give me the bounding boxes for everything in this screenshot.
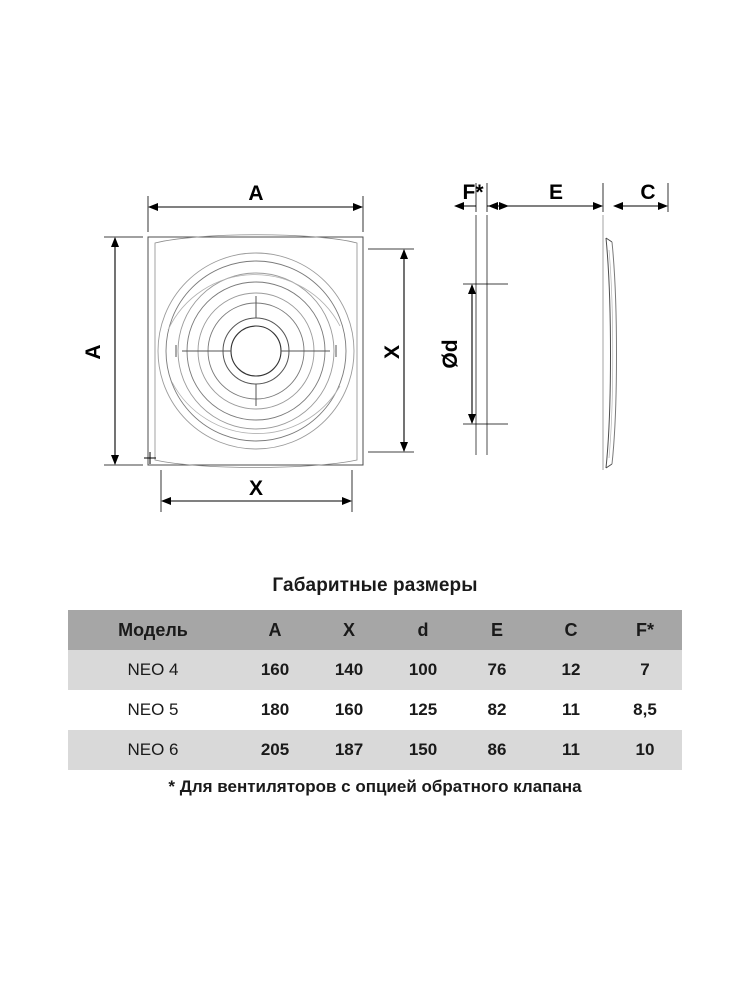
column-header-d: d: [386, 610, 460, 650]
cell-c: 11: [534, 730, 608, 770]
cell-e: 86: [460, 730, 534, 770]
cell-e: 82: [460, 690, 534, 730]
cell-d: 125: [386, 690, 460, 730]
cell-e: 76: [460, 650, 534, 690]
column-header-f-star: F*: [608, 610, 682, 650]
dimensions-table: [68, 610, 682, 770]
dimensions-section: [68, 575, 682, 797]
cell-a: 160: [238, 650, 312, 690]
table-footnote: * Для вентиляторов с опцией обратного клапана: [168, 777, 582, 796]
cell-x: 160: [312, 690, 386, 730]
dimension-label-e: E: [548, 181, 564, 204]
cell-x: 187: [312, 730, 386, 770]
dimension-label-f-star: F*: [462, 181, 484, 204]
cell-a: 180: [238, 690, 312, 730]
cell-d: 100: [386, 650, 460, 690]
cell-model: NEO 5: [68, 690, 238, 730]
cell-model: NEO 4: [68, 650, 238, 690]
cell-c: 12: [534, 650, 608, 690]
cell-f-star: 7: [608, 650, 682, 690]
dimension-label-c: C: [640, 181, 656, 204]
dimension-label-x-right: X: [381, 344, 404, 360]
column-header-e: E: [460, 610, 534, 650]
cell-f-star: 8,5: [608, 690, 682, 730]
table-row: [68, 730, 682, 770]
column-header-c: C: [534, 610, 608, 650]
dimension-label-x-bottom: X: [248, 477, 264, 500]
column-header-model: Модель: [68, 610, 238, 650]
dimension-label-diameter-d: Ød: [439, 339, 462, 369]
dimension-label-a-left: A: [82, 344, 105, 360]
table-header-row: [68, 610, 682, 650]
cell-x: 140: [312, 650, 386, 690]
column-header-x: X: [312, 610, 386, 650]
cell-d: 150: [386, 730, 460, 770]
dimension-label-a-top: A: [248, 182, 264, 205]
cell-model: NEO 6: [68, 730, 238, 770]
cell-f-star: 10: [608, 730, 682, 770]
table-row: [68, 690, 682, 730]
table-title: Габаритные размеры: [272, 575, 478, 596]
cell-a: 205: [238, 730, 312, 770]
column-header-a: A: [238, 610, 312, 650]
table-row: [68, 650, 682, 690]
cell-c: 11: [534, 690, 608, 730]
